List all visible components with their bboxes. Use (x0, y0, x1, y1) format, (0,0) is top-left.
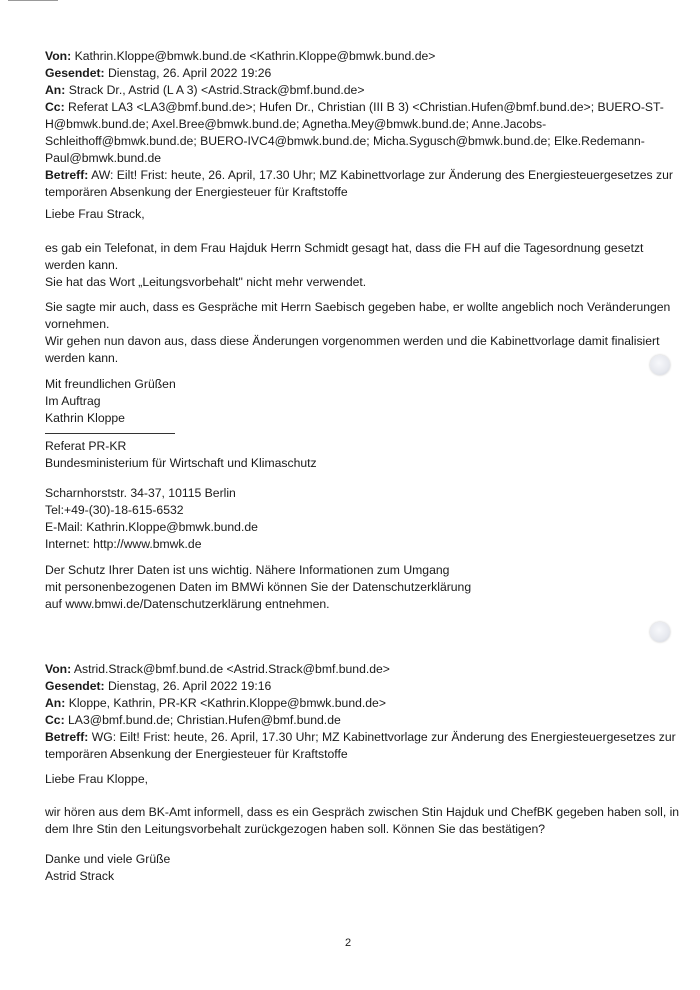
email1-cc-1: Referat LA3 <LA3@bmf.bund.de>; Hufen Dr., Christian (III B 3) <Christian.Hufen@bmf.bund.de>; BUERO-ST- (68, 100, 664, 114)
email1-privacy-note: Der Schutz Ihrer Daten ist uns wichtig. Nähere Informationen zum Umgang mit personenbezogenen Daten im BMWi können Sie der Datenschutzerklärung auf www.bmwi.de/Datenschutzerklärung entnehmen. (45, 563, 472, 611)
email1-cc-2: H@bmwk.bund.de; Axel.Bree@bmwk.bund.de; Agnetha.Mey@bmwk.bund.de; Anne.Jacobs- (45, 117, 547, 131)
email1-closing: Mit freundlichen Grüßen Im Auftrag Kathrin Kloppe (45, 377, 176, 425)
email1-subject-row: Betreff: AW: Eilt! Frist: heute, 26. April, 17.30 Uhr; MZ Kabinettvorlage zur Änderung des Energiesteuergesetzes zur (45, 168, 673, 182)
email2-header (45, 661, 676, 763)
email1-to-row: An: Strack Dr., Astrid (L A 3) <Astrid.Strack@bmf.bund.de> (45, 83, 365, 97)
email2-from-row: Von: Astrid.Strack@bmf.bund.de <Astrid.Strack@bmf.bund.de> (45, 662, 390, 676)
punch-hole-icon (650, 622, 670, 642)
email1-paragraph-2: Sie sagte mir auch, dass es Gespräche mit Herrn Saebisch gegeben habe, er wollte angeblich noch Veränderungen vornehmen. Wir gehen nun davon aus, dass diese Änderungen vorgenommen werden und die Kabinettvorlage damit finalisiert werden kann. (45, 300, 671, 365)
email1-subject-1: AW: Eilt! Frist: heute, 26. April, 17.30 Uhr; MZ Kabinettvorlage zur Änderung des Energiesteuergesetzes zur (91, 168, 673, 182)
email2-from: Astrid.Strack@bmf.bund.de <Astrid.Strack@bmf.bund.de> (73, 662, 390, 676)
signature-divider (45, 433, 175, 434)
email2-subject-row: Betreff: WG: Eilt! Frist: heute, 26. April, 17.30 Uhr; MZ Kabinettvorlage zur Änderung des Energiesteuergesetzes zur (45, 730, 676, 744)
page-number: 2 (345, 937, 352, 949)
punch-hole-icon (650, 355, 670, 375)
email1-from-row: Von: Kathrin.Kloppe@bmwk.bund.de <Kathrin.Kloppe@bmwk.bund.de> (45, 49, 436, 63)
email2-to-row: An: Kloppe, Kathrin, PR-KR <Kathrin.Kloppe@bmwk.bund.de> (45, 696, 386, 710)
email1-cc-row: Cc: Referat LA3 <LA3@bmf.bund.de>; Hufen Dr., Christian (III B 3) <Christian.Hufen@bmf.bund.de>; BUERO-ST- (45, 100, 664, 114)
email1-from: Kathrin.Kloppe@bmwk.bund.de <Kathrin.Kloppe@bmwk.bund.de> (74, 49, 436, 63)
email2-cc: LA3@bmf.bund.de; Christian.Hufen@bmf.bund.de (68, 713, 341, 727)
email2-subject-2: temporären Absenkung der Energiesteuer für Kraftstoffe (45, 747, 348, 761)
email2-cc-row: Cc: LA3@bmf.bund.de; Christian.Hufen@bmf.bund.de (45, 713, 341, 727)
email2-subject-1: WG: Eilt! Frist: heute, 26. April, 17.30 Uhr; MZ Kabinettvorlage zur Änderung des Energiesteuergesetzes zur (91, 730, 676, 744)
email2-salutation: Liebe Frau Kloppe, (45, 772, 148, 786)
email2-sent: Dienstag, 26. April 2022 19:16 (108, 679, 272, 693)
email1-to: Strack Dr., Astrid (L A 3) <Astrid.Strack@bmf.bund.de> (68, 83, 365, 97)
email2-to: Kloppe, Kathrin, PR-KR <Kathrin.Kloppe@bmwk.bund.de> (68, 696, 386, 710)
email1-subject-2: temporären Absenkung der Energiesteuer für Kraftstoffe (45, 185, 348, 199)
email1-paragraph-1: es gab ein Telefonat, in dem Frau Hajduk Herrn Schmidt gesagt hat, dass die FH auf die Tagesordnung gesetzt werden kann. Sie hat das Wort „Leitungsvorbehalt" nicht mehr verwendet. (45, 241, 644, 289)
top-rule (8, 0, 58, 1)
email2-closing: Danke und viele Grüße Astrid Strack (45, 852, 171, 883)
email1-header (45, 48, 673, 201)
email1-sent-row: Gesendet: Dienstag, 26. April 2022 19:26 (45, 66, 272, 80)
email2-paragraph-1: wir hören aus dem BK-Amt informell, dass es ein Gespräch zwischen Stin Hajduk und ChefBK gegeben haben soll, in dem Ihre Stin den Leitungsvorbehalt zurückgezogen haben soll. Können Sie das bestätigen? (45, 805, 680, 836)
email1-signature-contact: Scharnhorststr. 34-37, 10115 Berlin Tel:+49-(30)-18-615-6532 E-Mail: Kathrin.Kloppe@bmwk.bund.de Internet: http://www.bmwk.de (45, 486, 258, 551)
email1-cc-3: Schleithoff@bmwk.bund.de; BUERO-IVC4@bmwk.bund.de; Micha.Sygusch@bmwk.bund.de; Elke.Redemann- (45, 134, 645, 148)
email1-cc-4: Paul@bmwk.bund.de (45, 151, 162, 165)
email1-sent: Dienstag, 26. April 2022 19:26 (108, 66, 272, 80)
email1-salutation: Liebe Frau Strack, (45, 207, 145, 221)
email1-signature-unit: Referat PR-KR Bundesministerium für Wirtschaft und Klimaschutz (45, 439, 317, 470)
email2-sent-row: Gesendet: Dienstag, 26. April 2022 19:16 (45, 679, 272, 693)
